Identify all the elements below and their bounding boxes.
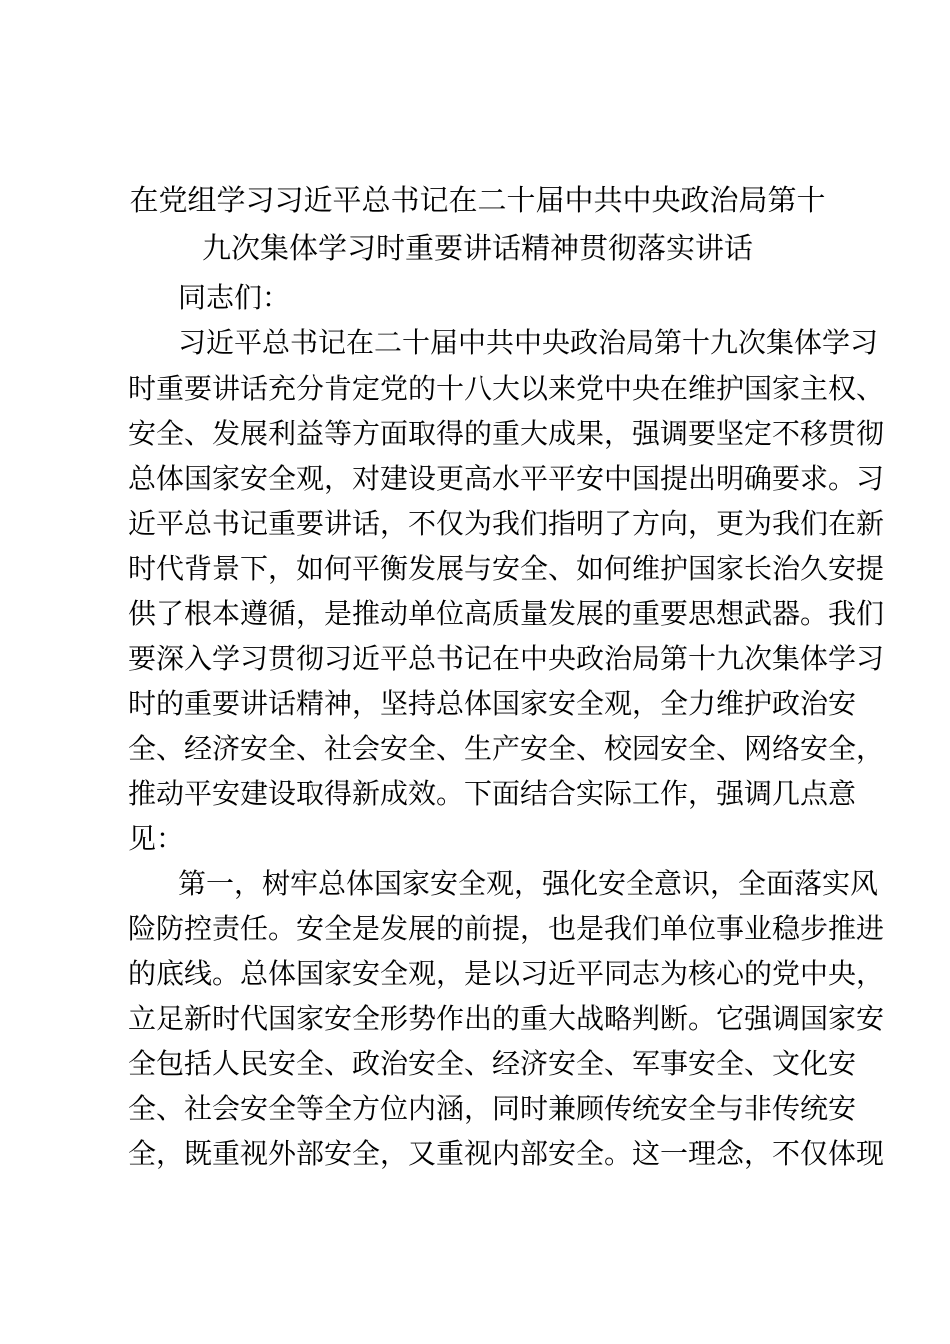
paragraph-line: 时的重要讲话精神，坚持总体国家安全观，全力维护政治安 — [128, 687, 857, 720]
paragraph-line: 见： — [128, 822, 185, 855]
paragraph-line: 供了根本遵循，是推动单位高质量发展的重要思想武器。我们 — [128, 597, 885, 630]
paragraph-line: 近平总书记重要讲话，不仅为我们指明了方向，更为我们在新 — [128, 507, 885, 540]
paragraph-line: 推动平安建设取得新成效。下面结合实际工作，强调几点意 — [128, 777, 857, 810]
paragraph-line: 立足新时代国家安全形势作出的重大战略判断。它强调国家安 — [128, 1002, 885, 1035]
paragraph-line: 第一，树牢总体国家安全观，强化安全意识，全面落实风 — [178, 867, 879, 900]
paragraph-line: 全包括人民安全、政治安全、经济安全、军事安全、文化安 — [128, 1047, 857, 1080]
paragraph-line: 安全、发展利益等方面取得的重大成果，强调要坚定不移贯彻 — [128, 417, 885, 450]
paragraph-line: 总体国家安全观，对建设更高水平平安中国提出明确要求。习 — [128, 462, 885, 495]
paragraph-line: 要深入学习贯彻习近平总书记在中央政治局第十九次集体学习 — [128, 642, 885, 675]
document-title-line-2: 九次集体学习时重要讲话精神贯彻落实讲话 — [201, 231, 753, 265]
paragraph-line: 的底线。总体国家安全观，是以习近平同志为核心的党中央， — [128, 957, 885, 990]
paragraph-line: 时重要讲话充分肯定党的十八大以来党中央在维护国家主权、 — [128, 372, 885, 405]
paragraph-line: 险防控责任。安全是发展的前提，也是我们单位事业稳步推进 — [128, 912, 885, 945]
paragraph-line: 时代背景下，如何平衡发展与安全、如何维护国家长治久安提 — [128, 552, 885, 585]
paragraph-line: 全，既重视外部安全，又重视内部安全。这一理念，不仅体现 — [128, 1137, 885, 1170]
salutation: 同志们： — [178, 281, 291, 314]
paragraph-line: 习近平总书记在二十届中共中央政治局第十九次集体学习 — [178, 326, 879, 359]
document-title-line-1: 在党组学习习近平总书记在二十届中共中央政治局第十 — [129, 183, 826, 217]
paragraph-line: 全、经济安全、社会安全、生产安全、校园安全、网络安全， — [128, 732, 885, 765]
paragraph-line: 全、社会安全等全方位内涵，同时兼顾传统安全与非传统安 — [128, 1092, 857, 1125]
